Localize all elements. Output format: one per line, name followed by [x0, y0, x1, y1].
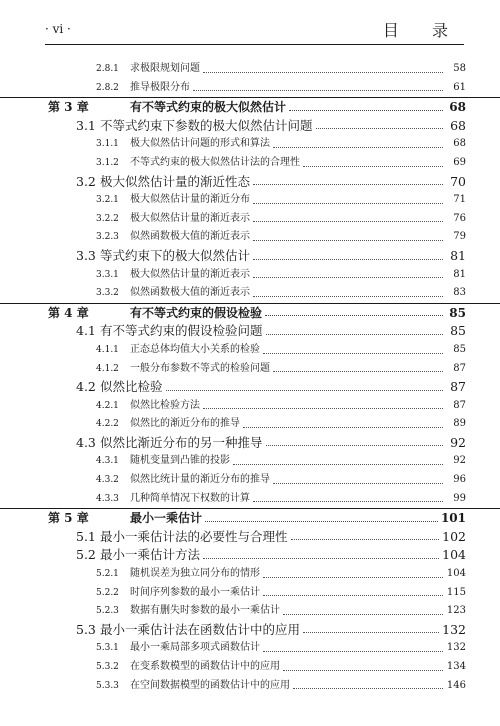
- dot-leader: [273, 371, 443, 372]
- toc-entry-title: 极大似然估计量的渐近性态: [100, 173, 251, 189]
- toc-entry-number: 3.1: [76, 117, 96, 133]
- toc-entry-page: 101: [440, 511, 466, 526]
- toc-entry-title: 似然函数极大值的渐近表示: [130, 231, 250, 243]
- toc-entry-number: 3.3.1: [96, 269, 119, 280]
- toc-entry-number: 第 5 章: [48, 511, 89, 526]
- toc-entry-title: 不等式约束下参数的极大似然估计问题: [100, 117, 313, 133]
- dot-leader: [253, 184, 443, 185]
- toc-entry-title: 最小一乘估计法在函数估计中的应用: [100, 621, 301, 637]
- toc-entry-page: 68: [449, 100, 466, 115]
- toc-entry-page: 87: [453, 362, 466, 374]
- toc-entry-title: 在空间数据模型的函数估计中的应用: [130, 679, 290, 691]
- toc-entry-title: 最小一乘估计方法: [100, 547, 201, 563]
- toc-entry-number: 4.3.3: [96, 493, 119, 504]
- toc-entry-number: 第 3 章: [48, 100, 89, 115]
- toc-entry-page: 70: [450, 173, 466, 189]
- toc-entry-sub: [0, 602, 500, 621]
- toc-entry-sub: [0, 452, 500, 471]
- toc-entry-title: 最小一乘估计: [130, 511, 203, 526]
- toc-entry-page: 85: [450, 323, 466, 339]
- dot-leader: [233, 464, 443, 465]
- toc-entry-title: 时间序列参数的最小一乘估计: [130, 586, 260, 598]
- toc-entry-number: 5.3.1: [96, 643, 119, 654]
- toc-entry-number: 3.3: [76, 247, 96, 263]
- toc-entry-page: 69: [453, 156, 466, 168]
- toc-entry-number: 4.3.2: [96, 475, 119, 486]
- toc-entry-sub: [0, 658, 500, 677]
- toc-entry-number: 4.3: [76, 434, 96, 450]
- toc-entry-sub: [0, 228, 500, 247]
- toc-entry-number: 5.1: [76, 528, 96, 544]
- toc-entry-number: 4.2.2: [96, 419, 119, 430]
- dot-leader: [283, 670, 443, 671]
- toc-entry-sub: [0, 415, 500, 434]
- toc-entry-sub: [0, 471, 500, 490]
- toc-entry-section: [0, 621, 500, 640]
- toc-entry-chapter: [0, 508, 500, 528]
- toc-entry-title: 一般分布参数不等式的检验问题: [130, 362, 270, 374]
- toc-entry-sub: [0, 60, 500, 79]
- toc-entry-page: 79: [453, 231, 466, 243]
- dot-leader: [263, 595, 443, 596]
- toc-entry-page: 87: [453, 399, 466, 411]
- toc-entry-page: 132: [442, 621, 466, 637]
- toc-entry-title: 几种简单情况下权数的计算: [130, 492, 250, 504]
- toc-entry-page: 92: [453, 455, 466, 467]
- toc-entry-title: 最小一乘估计法的必要性与合理性: [100, 528, 288, 544]
- toc-entry-number: 3.2: [76, 173, 96, 189]
- toc-entry-number: 5.2: [76, 547, 96, 563]
- toc-entry-sub: [0, 397, 500, 416]
- toc-entry-number: 3.1.1: [96, 139, 119, 150]
- toc-entry-number: 4.3.1: [96, 456, 119, 467]
- dot-leader: [203, 408, 443, 409]
- toc-entry-title: 似然比统计量的渐近分布的推导: [130, 474, 270, 486]
- dot-leader: [253, 296, 443, 297]
- toc-entry-title: 最小一乘局部多项式函数估计: [130, 642, 260, 654]
- toc-entry-number: 3.3.2: [96, 288, 119, 299]
- dot-leader: [203, 72, 443, 73]
- dot-leader: [253, 221, 443, 222]
- toc-entry-page: 61: [453, 81, 466, 93]
- toc-entry-page: 87: [450, 379, 466, 395]
- page-title: 目 录: [382, 21, 462, 40]
- dot-leader: [273, 483, 443, 484]
- toc-entry-number: 第 4 章: [48, 305, 89, 320]
- toc-entry-page: 134: [446, 661, 466, 672]
- toc-entry-title: 似然比的渐近分布的推导: [130, 418, 240, 430]
- dot-leader: [293, 688, 443, 689]
- dot-leader: [263, 577, 443, 578]
- toc-entry-title: 等式约束下的极大似然估计: [100, 247, 251, 263]
- dot-leader: [166, 390, 443, 391]
- toc-entry-section: [0, 434, 500, 453]
- toc-entry-sub: [0, 284, 500, 303]
- toc-entry-page: 96: [453, 474, 466, 486]
- toc-entry-sub: [0, 584, 500, 603]
- toc-entry-page: 71: [453, 194, 466, 206]
- toc-entry-section: [0, 117, 500, 136]
- header-rule: [45, 44, 464, 45]
- dot-leader: [205, 521, 438, 522]
- toc-entry-title: 数据有删失时参数的最小一乘估计: [130, 605, 280, 617]
- dot-leader: [203, 558, 439, 559]
- toc-entry-sub: [0, 135, 500, 154]
- toc-entry-title: 有不等式约束的假设检验问题: [100, 323, 263, 339]
- toc-entry-page: 58: [453, 63, 466, 74]
- dot-leader: [243, 427, 443, 428]
- dot-leader: [253, 277, 443, 278]
- toc-entry-sub: [0, 210, 500, 229]
- toc-entry-page: 132: [446, 642, 466, 654]
- toc-entry-chapter: [0, 303, 500, 323]
- toc-entry-title: 正态总体均值大小关系的检验: [130, 343, 260, 355]
- toc-entry-number: 5.3.3: [96, 680, 119, 691]
- dot-leader: [265, 315, 443, 316]
- toc-entry-title: 在变系数模型的函数估计中的应用: [130, 661, 280, 672]
- toc-entry-title: 推导极限分布: [130, 81, 190, 93]
- toc-entry-page: 85: [449, 305, 466, 320]
- toc-entry-page: 85: [453, 343, 466, 355]
- toc-entry-chapter: [0, 97, 500, 117]
- toc-entry-section: [0, 173, 500, 192]
- toc-entry-number: 4.2: [76, 379, 96, 395]
- toc-entry-number: 4.1: [76, 323, 96, 339]
- page-number: · vi ·: [45, 22, 71, 36]
- page-header: [0, 0, 500, 44]
- toc-entry-sub: [0, 191, 500, 210]
- toc-entry-page: 68: [450, 117, 466, 133]
- toc-entry-sub: [0, 677, 500, 696]
- toc-entry-page: 89: [453, 418, 466, 430]
- toc-entry-number: 3.2.1: [96, 195, 119, 206]
- dot-leader: [253, 259, 443, 260]
- toc-entry-number: 5.2.3: [96, 606, 119, 617]
- toc-entry-number: 4.1.2: [96, 363, 119, 374]
- toc-entry-title: 似然函数极大值的渐近表示: [130, 287, 250, 299]
- toc-entry-section: [0, 247, 500, 266]
- toc-entry-sub: [0, 266, 500, 285]
- toc-entry-section: [0, 322, 500, 341]
- toc-entry-sub: [0, 154, 500, 173]
- toc-entry-title: 随机变量到凸锥的投影: [130, 455, 230, 467]
- toc-entry-page: 102: [442, 528, 466, 544]
- toc-entry-page: 115: [446, 586, 466, 598]
- toc-entry-title: 极大似然估计量的渐近表示: [130, 268, 250, 280]
- dot-leader: [253, 203, 443, 204]
- dot-leader: [303, 632, 439, 633]
- toc-entry-number: 3.1.2: [96, 157, 119, 168]
- toc-entry-title: 求极限规划问题: [130, 63, 200, 74]
- toc-entry-number: 3.2.3: [96, 232, 119, 243]
- toc-entry-title: 随机误差为独立同分布的情形: [130, 568, 260, 580]
- dot-leader: [273, 147, 443, 148]
- toc-entry-sub: [0, 360, 500, 379]
- toc-entry-number: 4.1.1: [96, 344, 119, 355]
- toc-entry-page: 123: [446, 605, 466, 617]
- dot-leader: [303, 166, 443, 167]
- toc-entry-number: 4.2.1: [96, 400, 119, 411]
- toc-entry-page: 99: [453, 492, 466, 504]
- toc-entry-title: 极大似然估计量的渐近表示: [130, 212, 250, 224]
- toc-entry-title: 极大似然估计量的渐近分布: [130, 194, 250, 206]
- toc-entry-title: 有不等式约束的极大似然估计: [130, 100, 287, 115]
- toc-entry-page: 104: [442, 547, 466, 563]
- toc-entry-sub: [0, 79, 500, 98]
- toc-entry-number: 5.2.2: [96, 587, 119, 598]
- dot-leader: [316, 128, 443, 129]
- toc-entry-page: 146: [446, 679, 466, 691]
- dot-leader: [193, 90, 443, 91]
- dot-leader: [266, 445, 443, 446]
- dot-leader: [289, 110, 443, 111]
- toc-entry-title: 似然比检验方法: [130, 399, 200, 411]
- dot-leader: [263, 353, 443, 354]
- toc-entry-number: 2.8.2: [96, 82, 119, 93]
- toc-entry-number: 5.2.1: [96, 569, 119, 580]
- toc-entry-page: 92: [450, 434, 466, 450]
- toc-entry-page: 81: [450, 247, 466, 263]
- toc-entry-title: 似然比渐近分布的另一种推导: [100, 434, 263, 450]
- dot-leader: [291, 539, 440, 540]
- toc-entry-sub: [0, 341, 500, 360]
- toc-entry-section: [0, 528, 500, 547]
- toc-entry-page: 104: [446, 568, 466, 580]
- dot-leader: [253, 501, 443, 502]
- toc-entry-title: 不等式约束的极大似然估计法的合理性: [130, 156, 300, 168]
- table-of-contents: [0, 60, 500, 695]
- toc-entry-sub: [0, 490, 500, 509]
- toc-entry-section: [0, 378, 500, 397]
- toc-entry-number: 3.2.2: [96, 213, 119, 224]
- toc-entry-page: 81: [453, 268, 466, 280]
- toc-entry-number: 5.3.2: [96, 662, 119, 672]
- toc-entry-number: 5.3: [76, 621, 96, 637]
- toc-entry-title: 有不等式约束的假设检验: [130, 305, 263, 320]
- dot-leader: [263, 651, 443, 652]
- dot-leader: [266, 334, 443, 335]
- toc-entry-sub: [0, 639, 500, 658]
- toc-entry-page: 83: [453, 287, 466, 299]
- toc-entry-title: 似然比检验: [100, 379, 163, 395]
- toc-entry-title: 极大似然估计问题的形式和算法: [130, 138, 270, 150]
- toc-entry-sub: [0, 565, 500, 584]
- toc-entry-page: 68: [453, 138, 466, 150]
- dot-leader: [283, 614, 443, 615]
- toc-entry-page: 76: [453, 212, 466, 224]
- dot-leader: [253, 240, 443, 241]
- toc-entry-number: 2.8.1: [96, 64, 119, 74]
- toc-entry-section: [0, 546, 500, 565]
